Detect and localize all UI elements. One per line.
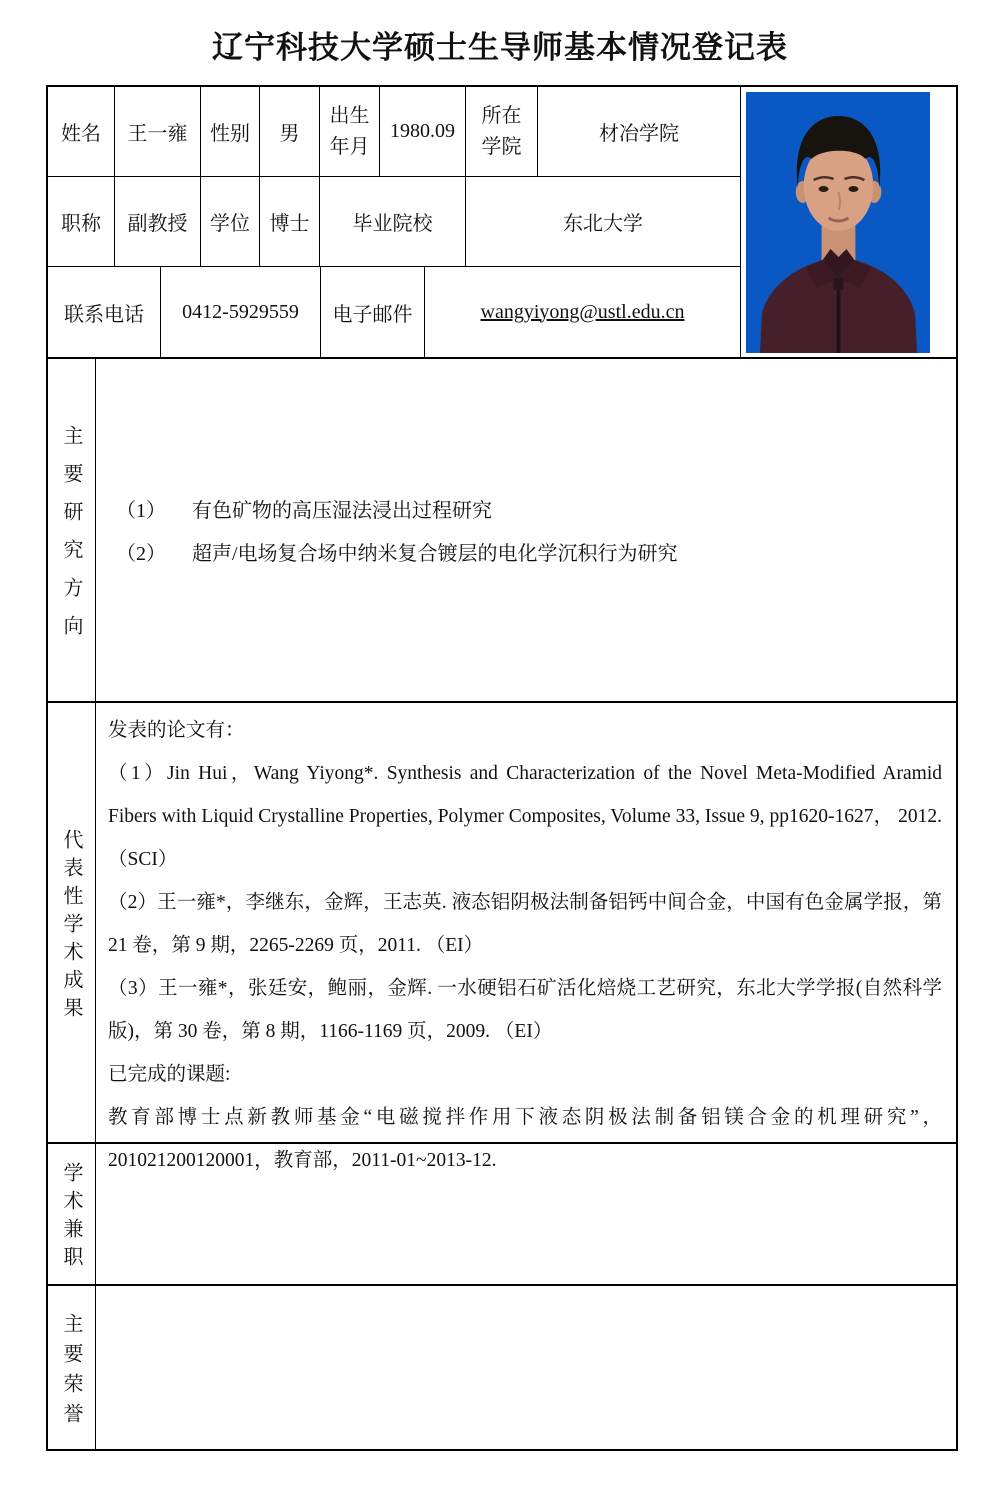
honors-section	[48, 1286, 956, 1449]
paragraph: 已完成的课题:	[108, 1064, 231, 1085]
form-table	[46, 85, 958, 1451]
degree-value: 博士	[260, 177, 320, 266]
positions-content	[96, 1144, 956, 1284]
email-cell	[425, 267, 740, 357]
college-label: 所在学院	[466, 87, 538, 176]
degree-label: 学位	[201, 177, 260, 266]
achievements-section-label: 代表性学术成果	[48, 703, 96, 1142]
item-text: 有色矿物的高压湿法浸出过程研究	[192, 500, 492, 522]
email-link[interactable]: wangyiyong@ustl.edu.cn	[480, 300, 685, 323]
email-label: 电子邮件	[321, 267, 425, 357]
research-section-label: 主要研究方向	[48, 359, 96, 701]
basic-info-block	[48, 87, 956, 359]
achievements-content	[96, 703, 956, 1171]
research-section	[48, 359, 956, 703]
list-item	[116, 494, 956, 523]
photo-cell	[740, 87, 956, 357]
name-value: 王一雍	[115, 87, 201, 176]
name-label: 姓名	[48, 87, 115, 176]
prof-title-value: 副教授	[115, 177, 201, 266]
table-row	[48, 267, 740, 357]
item-marker: （2）	[116, 543, 166, 565]
paragraph: （1）Jin Hui，Wang Yiyong*. Synthesis and Characterization of the Novel Meta-Modified Aramid Fibers with Liquid Crystalline Properties, Polymer Composites, Volume 33, Issue 9, pp1620-1627， 2012.（SCI）	[108, 763, 942, 870]
portrait-photo	[746, 92, 930, 353]
table-row	[48, 177, 740, 267]
table-row	[48, 87, 740, 177]
gender-value: 男	[260, 87, 320, 176]
phone-label: 联系电话	[48, 267, 161, 357]
college-value: 材冶学院	[599, 123, 679, 145]
honors-content	[96, 1286, 956, 1449]
paragraph: 发表的论文有：	[108, 720, 245, 741]
birth-label: 出生年月	[320, 87, 380, 176]
gender-label: 性别	[201, 87, 260, 176]
item-marker: （1）	[116, 500, 166, 522]
achievements-section	[48, 703, 956, 1171]
school-label: 毕业院校	[320, 177, 466, 266]
positions-section-label: 学术兼职	[48, 1144, 96, 1284]
item-text: 超声/电场复合场中纳米复合镀层的电化学沉积行为研究	[192, 543, 678, 565]
research-content	[96, 359, 956, 701]
page-title: 辽宁科技大学硕士生导师基本情况登记表	[212, 30, 788, 65]
paragraph: （3）王一雍*，张廷安，鲍丽，金辉. 一水硬铝石矿活化焙烧工艺研究，东北大学学报(自然科学版)，第 30 卷，第 8 期，1166-1169 页，2009. （EI）	[108, 978, 942, 1042]
basic-info-grid	[48, 87, 740, 357]
birth-value: 1980.09	[380, 87, 466, 176]
school-value: 东北大学	[563, 213, 643, 235]
phone-value: 0412-5929559	[161, 267, 321, 357]
list-item	[116, 537, 956, 566]
prof-title-label: 职称	[48, 177, 115, 266]
positions-section	[48, 1144, 956, 1286]
paragraph: （2）王一雍*，李继东，金辉，王志英. 液态铝阴极法制备铝钙中间合金，中国有色金属学报，第 21 卷，第 9 期，2265-2269 页，2011. （EI）	[108, 892, 942, 956]
honors-section-label: 主要荣誉	[48, 1286, 96, 1449]
paragraph: 教育部博士点新教师基金“电磁搅拌作用下液态阴极法制备铝镁合金的机理研究”，201021200120001，教育部，2011-01~2013-12.	[108, 1107, 942, 1171]
